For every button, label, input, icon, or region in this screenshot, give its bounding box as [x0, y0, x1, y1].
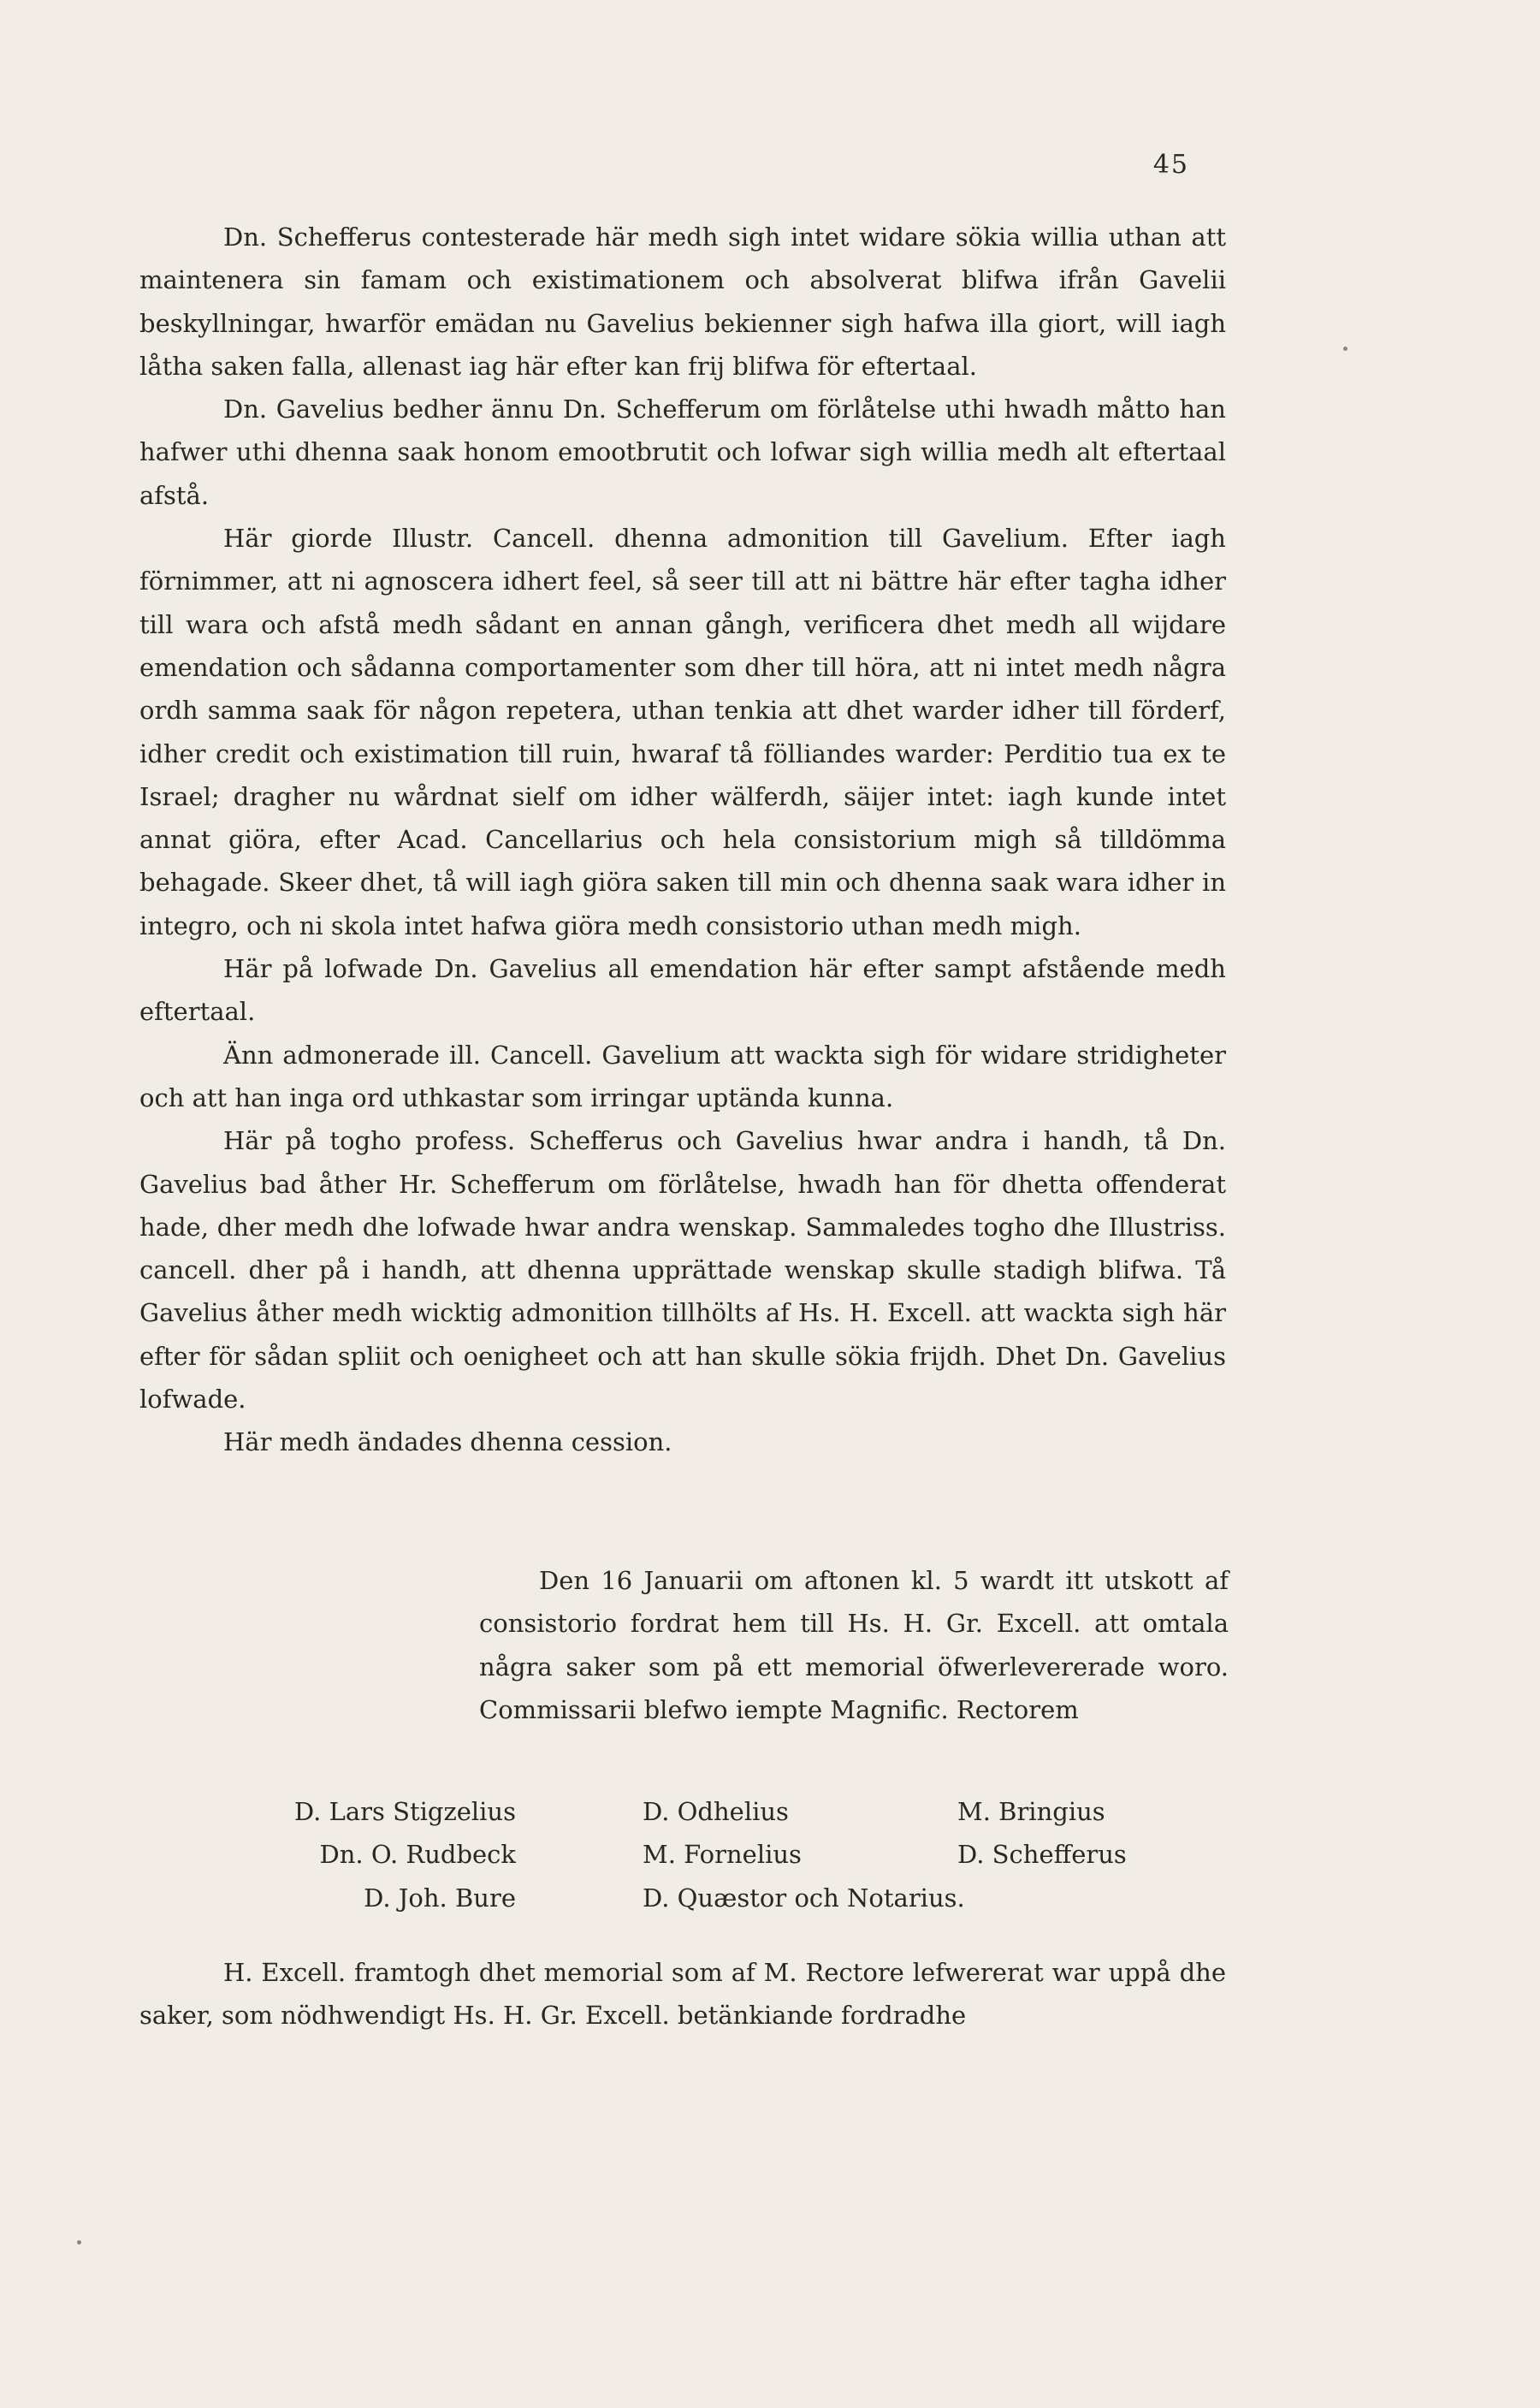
- attendee-row: [139, 1790, 1226, 1833]
- session-intro: Den 16 Januarii om aftonen kl. 5 wardt itt utskott af consistorio fordrat hem till Hs. H. Gr. Excell. att omtala några saker som på ett memorial öfwerlevererade woro. Commissarii blefwo iempte Magnific. Rectorem: [479, 1566, 1229, 1724]
- paragraph: Här medh ändades dhenna cession.: [223, 1427, 672, 1457]
- paragraph: Här giorde Illustr. Cancell. dhenna admonition till Gavelium. Efter iagh förnimmer, att ni agnoscera idhert feel, så seer till att ni bättre här efter tagha idher till wara och afstå medh sådant en annan gångh, verificera dhet medh all wijdare emendation och sådanna comportamenter som dher till höra, att ni intet medh några ordh samma saak för någon repetera, uthan tenkia att dhet warder idher till förderf, idher credit och existimation till ruin, hwaraf tå fölliandes warder: Perditio tua ex te Israel; dragher nu wårdnat sielf om idher wälferdh, säijer intet: iagh kunde intet annat giöra, efter Acad. Cancellarius och hela consistorium migh så tilldömma behagade. Skeer dhet, tå will iagh giöra saken till min och dhenna saak wara idher in integro, och ni skola intet hafwa giöra medh consistorio uthan medh migh.: [139, 524, 1226, 940]
- closing-paragraph: H. Excell. framtogh dhet memorial som af M. Rectore lefwererat war uppå dhe saker, som nödhwendigt Hs. H. Gr. Excell. betänkiande fordradhe: [139, 1958, 1226, 2031]
- proceedings-text: [139, 216, 1226, 1464]
- attendee-row: [139, 1833, 1226, 1876]
- attendee-name: Dn. O. Rudbeck: [319, 1840, 516, 1870]
- paragraph: Här på togho profess. Schefferus och Gavelius hwar andra i handh, tå Dn. Gavelius bad åther Hr. Schefferum om förlåtelse, hwadh han för dhetta offenderat hade, dher medh dhe lofwade hwar andra wenskap. Sammaledes togho dhe Illustriss. cancell. dher på i handh, att dhenna upprättade wenskap skulle stadigh blifwa. Tå Gavelius åther medh wicktig admonition tillhölts af Hs. H. Excell. att wackta sigh här efter för sådan spliit och oenigheet och att han skulle sökia frijdh. Dhet Dn. Gavelius lofwade.: [139, 1126, 1226, 1415]
- paragraph: Här på lofwade Dn. Gavelius all emendation här efter sampt afstående medh eftertaal.: [139, 954, 1226, 1027]
- attendee-list: [139, 1790, 1226, 1919]
- attendee-name: D. Quæstor och Notarius.: [643, 1883, 965, 1913]
- paper-speck: [77, 2240, 81, 2245]
- attendee-name: D. Schefferus: [957, 1840, 1127, 1870]
- paper-speck: [1343, 347, 1348, 351]
- page-number: 45: [1152, 150, 1189, 180]
- attendee-name: D. Joh. Bure: [364, 1883, 516, 1913]
- session-intro-block: [479, 1559, 1229, 1731]
- attendee-name: D. Odhelius: [643, 1797, 789, 1826]
- attendee-row: [139, 1877, 1226, 1919]
- attendee-name: D. Lars Stigzelius: [293, 1797, 516, 1826]
- paragraph: Dn. Gavelius bedher ännu Dn. Schefferum om förlåtelse uthi hwadh måtto han hafwer uthi dhenna saak honom emootbrutit och lofwar sigh willia medh alt eftertaal afstå.: [139, 394, 1226, 510]
- paragraph: Dn. Schefferus contesterade här medh sigh intet widare sökia willia uthan att maintenera sin famam och existimationem och absolverat blifwa ifrån Gavelii beskyllningar, hwarför emädan nu Gavelius bekienner sigh hafwa illa giort, will iagh låtha saken falla, allenast iag här efter kan frij blifwa för eftertaal.: [139, 222, 1226, 381]
- paragraph: Änn admonerade ill. Cancell. Gavelium att wackta sigh för widare stridigheter och att han inga ord uthkastar som irringar uptända kunna.: [139, 1040, 1226, 1112]
- closing-block: [139, 1951, 1226, 2037]
- attendee-name: M. Fornelius: [643, 1840, 802, 1870]
- attendee-name: M. Bringius: [957, 1797, 1105, 1826]
